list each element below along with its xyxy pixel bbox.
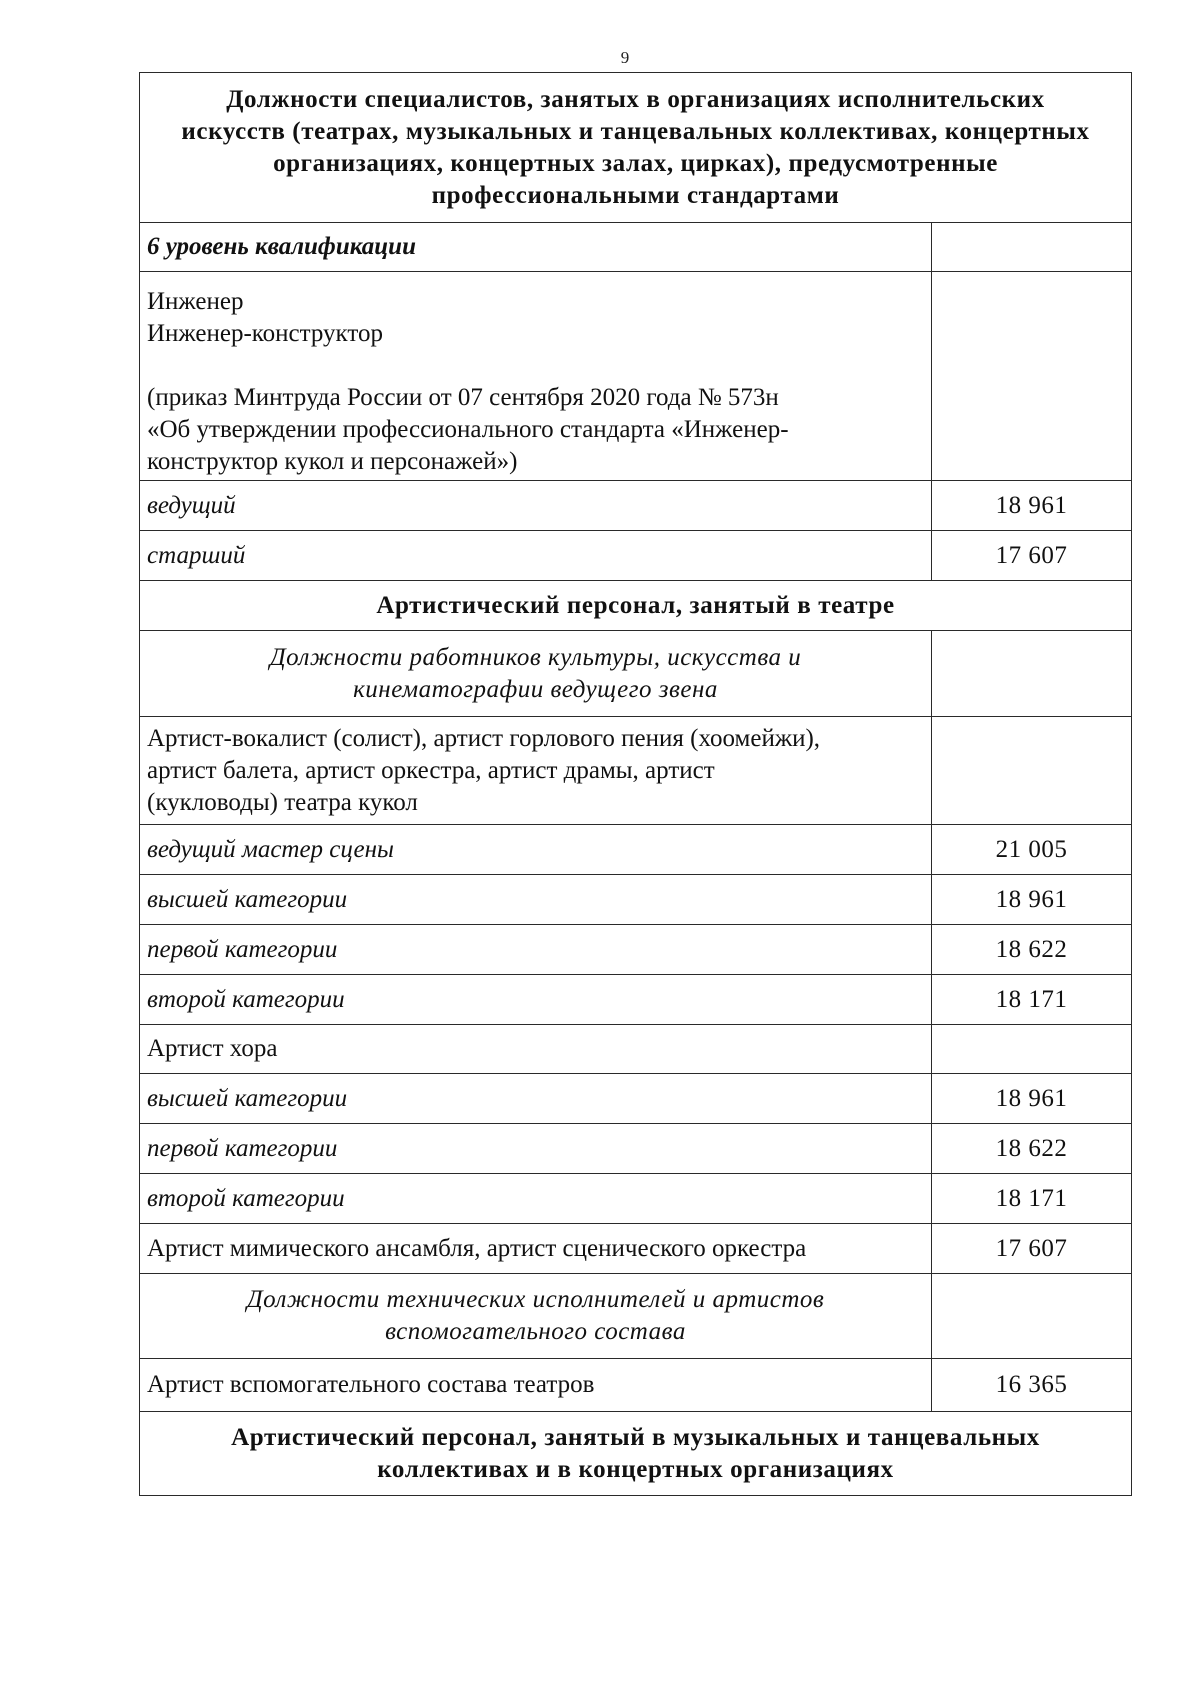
grade-label: старший xyxy=(140,531,932,581)
table-row xyxy=(140,875,1132,925)
table-row xyxy=(140,1224,1132,1274)
subsection-line: вспомогательного состава xyxy=(385,1318,686,1345)
salary-value: 18 961 xyxy=(932,1074,1132,1124)
position-title: Инженер-конструктор xyxy=(147,320,383,347)
table-row xyxy=(140,1025,1132,1074)
choir-title: Артист хора xyxy=(140,1025,932,1074)
position-title: Артист-вокалист (солист), артист горлового пения (хоомейжи), xyxy=(147,724,821,752)
grade-label: первой категории xyxy=(140,925,932,975)
table-row xyxy=(140,717,1132,825)
table-row xyxy=(140,531,1132,581)
empty-cell xyxy=(932,631,1132,717)
subsection-title-technical xyxy=(140,1274,932,1359)
salary-value: 21 005 xyxy=(932,825,1132,875)
salary-value: 17 607 xyxy=(932,531,1132,581)
salary-value: 18 961 xyxy=(932,875,1132,925)
subsection-line: Должности работников культуры, искусства и xyxy=(269,643,802,671)
order-reference: «Об утверждении профессионального стандарта «Инженер- xyxy=(147,416,789,443)
grade-label: первой категории xyxy=(140,1124,932,1174)
section-line: Артистический персонал, занятый в музыкальных и танцевальных xyxy=(231,1423,1040,1451)
section-title-theatre: Артистический персонал, занятый в театре xyxy=(140,581,1132,631)
table-row xyxy=(140,1124,1132,1174)
section-row xyxy=(140,581,1132,631)
empty-cell xyxy=(932,223,1132,272)
empty-cell xyxy=(932,717,1132,825)
header-line: организациях, концертных залах, цирках), предусмотренные xyxy=(273,149,998,177)
subsection-row xyxy=(140,631,1132,717)
grade-label: второй категории xyxy=(140,1174,932,1224)
table-row xyxy=(140,925,1132,975)
grade-label: высшей категории xyxy=(140,1074,932,1124)
subsection-title-leading xyxy=(140,631,932,717)
salary-value: 18 961 xyxy=(932,481,1132,531)
section-line: коллективах и в концертных организациях xyxy=(377,1455,894,1483)
table-row xyxy=(140,223,1132,272)
position-title: Артист вспомогательного состава театров xyxy=(140,1359,932,1412)
salary-value: 18 171 xyxy=(932,975,1132,1025)
salary-value: 18 622 xyxy=(932,1124,1132,1174)
empty-cell xyxy=(932,272,1132,481)
empty-cell xyxy=(932,1274,1132,1359)
table-row xyxy=(140,1359,1132,1412)
artists-description xyxy=(140,717,932,825)
engineer-description xyxy=(140,272,932,481)
table-row xyxy=(140,272,1132,481)
page-number: 9 xyxy=(620,48,630,67)
order-reference: (приказ Минтруда России от 07 сентября 2020 года № 573н xyxy=(147,384,779,411)
table-row xyxy=(140,825,1132,875)
section-row xyxy=(140,1412,1132,1496)
salary-value: 18 171 xyxy=(932,1174,1132,1224)
position-title: (кукловоды) театра кукол xyxy=(147,788,418,816)
position-title: Инженер xyxy=(147,288,244,315)
grade-label: ведущий мастер сцены xyxy=(140,825,932,875)
empty-cell xyxy=(932,1025,1132,1074)
qualification-level: 6 уровень квалификации xyxy=(140,223,932,272)
table-header xyxy=(140,73,1132,223)
table-row xyxy=(140,1074,1132,1124)
section-title-music xyxy=(140,1412,1132,1496)
salary-value: 16 365 xyxy=(932,1359,1132,1412)
position-title: Артист мимического ансамбля, артист сценического оркестра xyxy=(140,1224,932,1274)
subsection-line: Должности технических исполнителей и артистов xyxy=(246,1286,825,1313)
table-row xyxy=(140,1174,1132,1224)
salary-value: 18 622 xyxy=(932,925,1132,975)
table-header-row xyxy=(140,73,1132,223)
subsection-line: кинематографии ведущего звена xyxy=(353,675,718,703)
table-row xyxy=(140,975,1132,1025)
grade-label: высшей категории xyxy=(140,875,932,925)
header-line: искусств (театрах, музыкальных и танцевальных коллективах, концертных xyxy=(181,117,1090,145)
position-title: артист балета, артист оркестра, артист драмы, артист xyxy=(147,756,715,784)
table-row xyxy=(140,481,1132,531)
salary-value: 17 607 xyxy=(932,1224,1132,1274)
order-reference: конструктор кукол и персонажей») xyxy=(147,448,518,475)
salary-table xyxy=(139,72,1132,1496)
header-line: Должности специалистов, занятых в организациях исполнительских xyxy=(226,85,1045,113)
grade-label: ведущий xyxy=(140,481,932,531)
subsection-row xyxy=(140,1274,1132,1359)
grade-label: второй категории xyxy=(140,975,932,1025)
header-line: профессиональными стандартами xyxy=(431,181,840,209)
